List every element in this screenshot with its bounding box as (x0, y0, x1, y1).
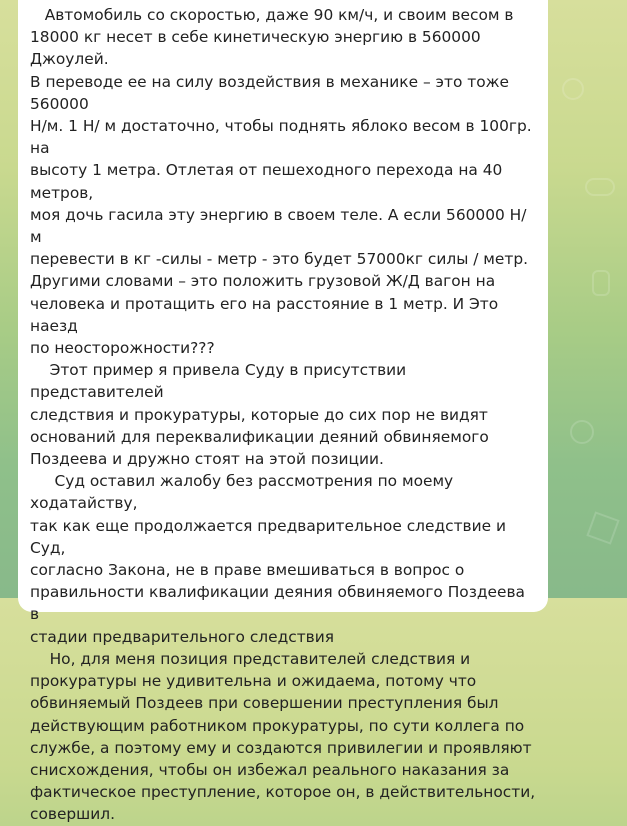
wallpaper-doodle (570, 420, 594, 444)
wallpaper-doodle (586, 511, 619, 544)
wallpaper-doodle (592, 270, 610, 296)
wallpaper-doodle (585, 178, 615, 196)
message-text: Автомобиль со скоростью, даже 90 км/ч, и своим весом в 18000 кг несет в себе кинетическую энергию в 560000 Джоулей. В переводе ее на силу воздействия в механике – это тоже 560000 Н/м. 1 Н/ м достаточно, чтобы поднять яблоко весом в 100гр. на высоту 1 метра. Отлетая от пешеходного перехода на 40 метров, моя дочь гасила эту энергию в своем теле. А если 560000 Н/м перевести в кг -силы - метр - это будет 57000кг силы / метр. Другими словами – это положить грузовой Ж/Д вагон на человека и протащить его на расстояние в 1 метр. И Это наезд по неосторожности??? Этот пример я привела Суду в присутствии представителей следствия и прокуратуры, которые до сих пор не видят оснований для переквалификации деяний обвиняемого Поздеева и дружно стоят на этой позиции. Суд оставил жалобу без рассмотрения по моему ходатайству, так как еще продолжается предварительное следствие и Суд, согласно Закона, не в праве вмешиваться в вопрос о правильности квалификации деяния обвиняемого Поздеева в стадии предварительного следствия Но, для меня позиция представителей следствия и прокуратуры не удивительна и ожидаема, потому что обвиняемый Поздеев при совершении преступления был действующим работником прокуратуры, по сути коллега по службе, а поэтому ему и создаются привилегии и проявляют снисхождения, чтобы он избежал реального наказания за фактическое преступление, которое он, в действительности, совершил. (30, 6, 536, 824)
wallpaper-doodle (562, 78, 584, 100)
message-bubble[interactable] (18, 0, 548, 824)
